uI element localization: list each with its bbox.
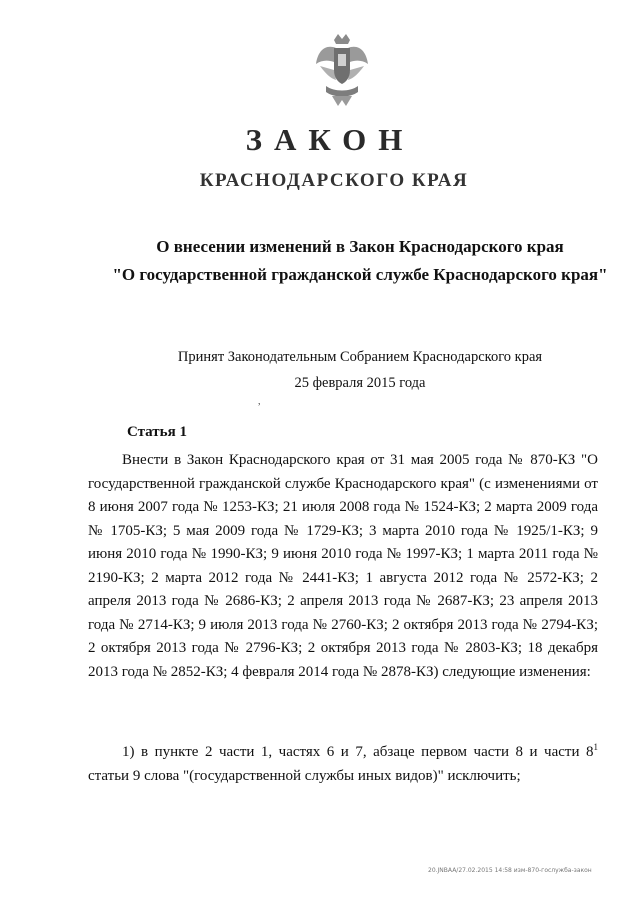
adopted-by: Принят Законодательным Собранием Краснодарского края — [177, 349, 543, 365]
law-subject — [80, 233, 640, 289]
item-1-text-end: статьи 9 слова "(государственной службы иных видов)" исключить; — [88, 767, 521, 784]
law-title: ЗАКОН — [245, 122, 415, 157]
item-1-text-start: 1) в пункте 2 части 1, частях 6 и 7, абзаце первом части 8 и части 8 — [122, 744, 594, 760]
article-item-1 — [88, 741, 598, 788]
coat-of-arms-icon — [312, 30, 372, 108]
scan-mark: , — [258, 396, 261, 407]
file-stamp: 20.JNBAA/27.02.2015 14:58 изм-870-гослужба-закон — [428, 867, 592, 874]
law-region: КРАСНОДАРСКОГО КРАЯ — [199, 170, 469, 191]
subject-line-1: О внесении изменений в Закон Краснодарского края — [156, 237, 564, 256]
article-heading: Статья 1 — [127, 424, 187, 440]
adoption-info — [80, 344, 640, 396]
item-1-superscript: 1 — [593, 742, 598, 752]
subject-line-2: "О государственной гражданской службе Краснодарского края" — [112, 265, 608, 284]
article-intro-paragraph: Внести в Закон Краснодарского края от 31 мая 2005 года № 870-КЗ "О государственной гражданской службе Краснодарского края" (с изменениями от 8 июня 2007 года № 1253-КЗ; 21 июля 2008 года № 1524-КЗ; 2 марта 2009 года № 1705-КЗ; 5 мая 2009 года № 1729-КЗ; 3 марта 2010 года № 1925/1-КЗ; 9 июня 2010 года № 1990-КЗ; 9 июня 2010 года № 1997-КЗ; 1 марта 2011 года № 2190-КЗ; 2 марта 2012 года № 2441-КЗ; 1 августа 2012 года № 2572-КЗ; 2 апреля 2013 года № 2686-КЗ; 2 апреля 2013 года № 2687-КЗ; 23 апреля 2013 года № 2714-КЗ; 9 июля 2013 года № 2760-КЗ; 2 октября 2013 года № 2794-КЗ; 2 октября 2013 года № 2796-КЗ; 2 октября 2013 года № 2803-КЗ; 18 декабря 2013 года № 2852-КЗ; 4 февраля 2014 года № 2878-КЗ) следующие изменения: — [88, 452, 598, 680]
adoption-date: 25 февраля 2015 года — [294, 375, 426, 391]
